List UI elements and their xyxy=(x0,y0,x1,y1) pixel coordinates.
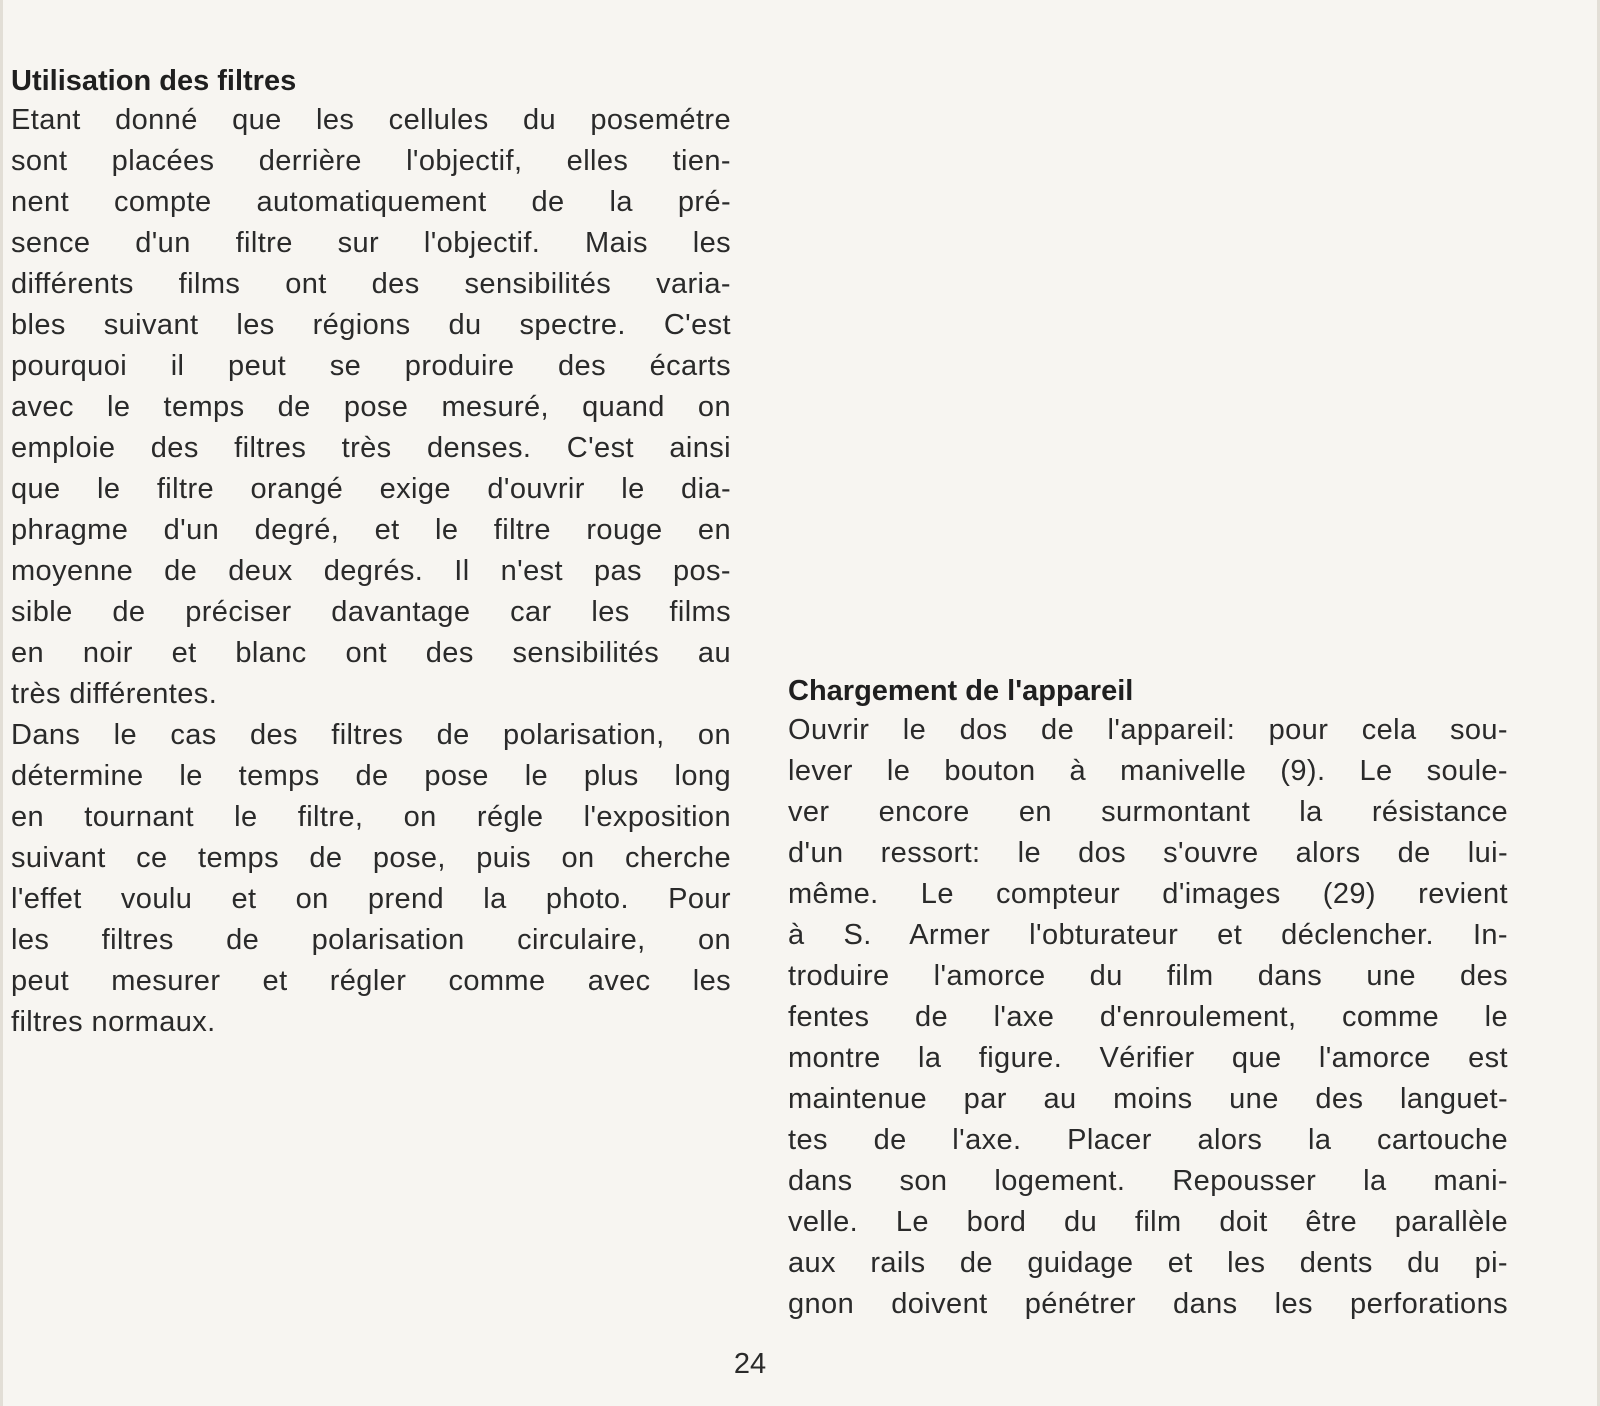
text-line: sence d'un filtre sur l'objectif. Mais les xyxy=(11,227,731,259)
text-line: Dans le cas des filtres de polarisation, on xyxy=(11,719,731,751)
text-line: avec le temps de pose mesuré, quand on xyxy=(11,391,731,423)
text-line: dans son logement. Repousser la mani- xyxy=(788,1165,1508,1197)
text-line: d'un ressort: le dos s'ouvre alors de lui- xyxy=(788,837,1508,869)
text-line: les filtres de polarisation circulaire, on xyxy=(11,924,731,956)
text-line: en tournant le filtre, on régle l'exposition xyxy=(11,801,731,833)
text-line: très différentes. xyxy=(11,678,218,710)
text-line: aux rails de guidage et les dents du pi- xyxy=(788,1247,1508,1279)
text-line: filtres normaux. xyxy=(11,1006,216,1038)
text-line: sont placées derrière l'objectif, elles tien- xyxy=(11,145,731,177)
text-line: l'effet voulu et on prend la photo. Pour xyxy=(11,883,731,915)
section-heading-loading: Chargement de l'appareil xyxy=(788,675,1134,707)
text-line: suivant ce temps de pose, puis on cherche xyxy=(11,842,731,874)
filters-paragraph-1 xyxy=(11,100,731,715)
text-line: tes de l'axe. Placer alors la cartouche xyxy=(788,1124,1508,1156)
text-line: sible de préciser davantage car les films xyxy=(11,596,731,628)
section-heading-filters: Utilisation des filtres xyxy=(11,65,297,97)
text-line: montre la figure. Vérifier que l'amorce est xyxy=(788,1042,1508,1074)
text-line: moyenne de deux degrés. Il n'est pas pos- xyxy=(11,555,731,587)
text-line: troduire l'amorce du film dans une des xyxy=(788,960,1508,992)
page-number: 24 xyxy=(733,1348,767,1380)
text-line: détermine le temps de pose le plus long xyxy=(11,760,731,792)
text-line: phragme d'un degré, et le filtre rouge en xyxy=(11,514,731,546)
right-column xyxy=(788,672,1508,1325)
text-line: peut mesurer et régler comme avec les xyxy=(11,965,731,997)
text-line: que le filtre orangé exige d'ouvrir le dia- xyxy=(11,473,731,505)
text-line: en noir et blanc ont des sensibilités au xyxy=(11,637,731,669)
text-line: fentes de l'axe d'enroulement, comme le xyxy=(788,1001,1508,1033)
left-column xyxy=(11,62,731,1043)
text-line: différents films ont des sensibilités varia- xyxy=(11,268,731,300)
text-line: même. Le compteur d'images (29) revient xyxy=(788,878,1508,910)
text-line: maintenue par au moins une des languet- xyxy=(788,1083,1508,1115)
filters-paragraph-2 xyxy=(11,715,731,1043)
text-line: Ouvrir le dos de l'appareil: pour cela sou- xyxy=(788,714,1508,746)
text-line: gnon doivent pénétrer dans les perforations xyxy=(788,1288,1508,1320)
text-line: pourquoi il peut se produire des écarts xyxy=(11,350,731,382)
text-line: à S. Armer l'obturateur et déclencher. In- xyxy=(788,919,1508,951)
loading-paragraph-1 xyxy=(788,710,1508,1325)
text-line: ver encore en surmontant la résistance xyxy=(788,796,1508,828)
text-line: bles suivant les régions du spectre. C'est xyxy=(11,309,731,341)
text-line: velle. Le bord du film doit être parallèle xyxy=(788,1206,1508,1238)
page-edge-left xyxy=(0,0,3,1406)
text-line: emploie des filtres très denses. C'est ainsi xyxy=(11,432,731,464)
text-line: lever le bouton à manivelle (9). Le soule- xyxy=(788,755,1508,787)
text-line: nent compte automatiquement de la pré- xyxy=(11,186,731,218)
text-line: Etant donné que les cellules du posemétre xyxy=(11,104,731,136)
